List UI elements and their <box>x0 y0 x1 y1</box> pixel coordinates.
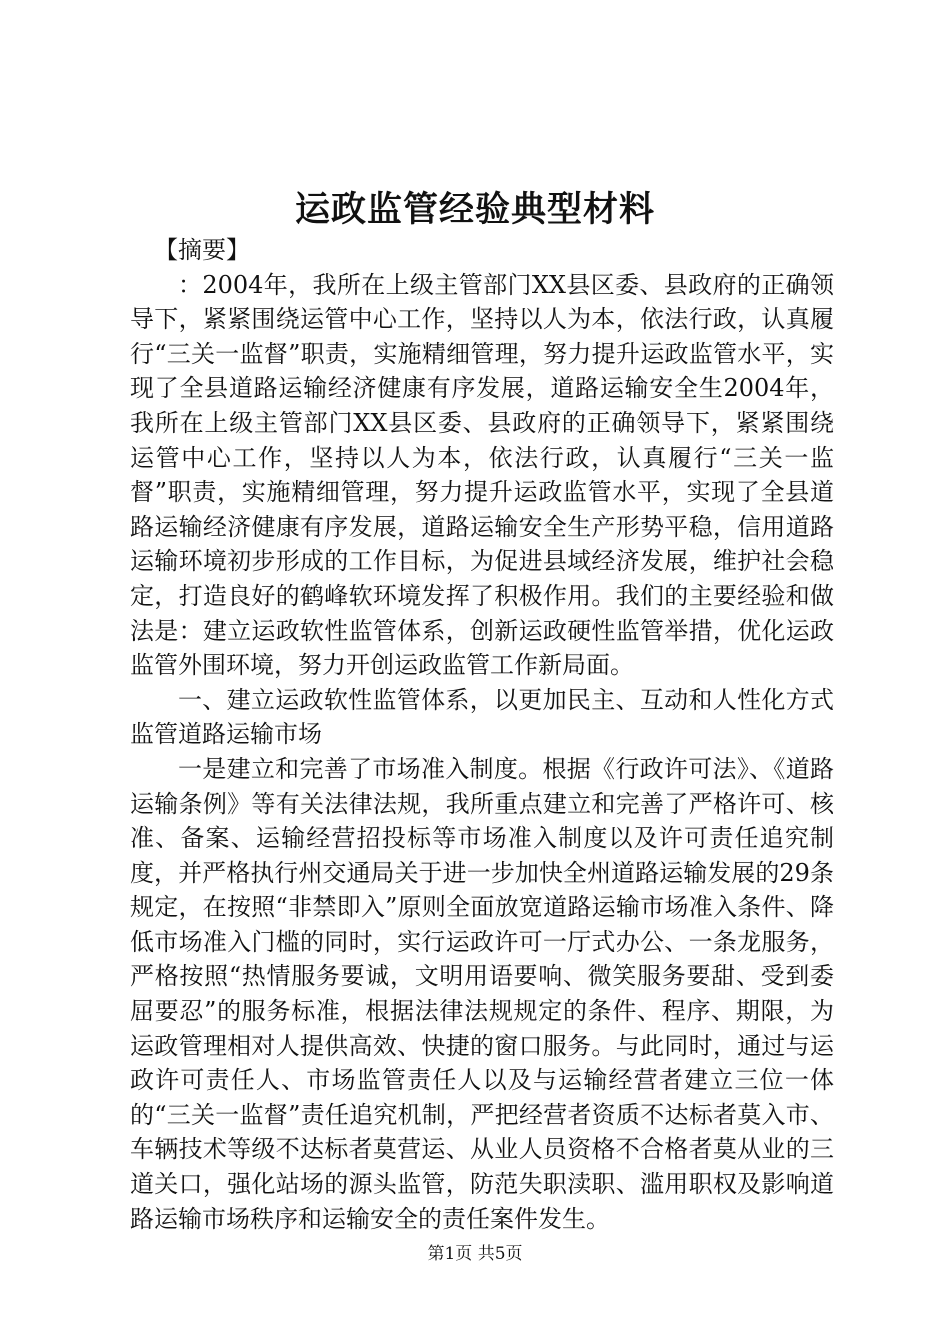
document-body <box>130 233 834 1236</box>
document-title: 运政监管经验典型材料 <box>294 189 655 230</box>
section-heading-1: 一、建立运政软性监管体系，以更加民主、互动和人性化方式监管道路运输市场 <box>130 685 834 749</box>
body-paragraph: 一是建立和完善了市场准入制度。根据《行政许可法》、《道路运输条例》等有关法律法规，我所重点建立和完善了严格许可、核准、备案、运输经营招投标等市场准入制度以及许可责任追究制度，并严格执行州交通局关于进一步加快全州道路运输发展的29条规定，在按照“非禁即入”原则全面放宽道路运输市场准入条件、降低市场准入门槛的同时，实行运政许可一厅式办公、一条龙服务，严格按照“热情服务要诚，文明用语要响、微笑服务要甜、受到委屈要忍”的服务标准，根据法律法规规定的条件、程序、期限，为运政管理相对人提供高效、快捷的窗口服务。与此同时，通过与运政许可责任人、市场监管责任人以及与运输经营者建立三位一体的“三关一监督”责任追究机制，严把经营者资质不达标者莫入市、车辆技术等级不达标者莫营运、从业人员资格不合格者莫从业的三道关口，强化站场的源头监管，防范失职渎职、滥用职权及影响道路运输市场秩序和运输安全的责任案件发生。 <box>130 754 834 1233</box>
page-footer: 第1页 共5页 <box>427 1244 523 1264</box>
summary-paragraph: ：2004年，我所在上级主管部门XX县区委、县政府的正确领导下，紧紧围绕运管中心工作，坚持以人为本，依法行政，认真履行“三关一监督”职责，实施精细管理，努力提升运政监管水平，实现了全县道路运输经济健康有序发展，道路运输安全生2004年，我所在上级主管部门XX县区委、县政府的正确领导下，紧紧围绕运管中心工作，坚持以人为本，依法行政，认真履行“三关一监督”职责，实施精细管理，努力提升运政监管水平，实现了全县道路运输经济健康有序发展，道路运输安全生产形势平稳，信用道路运输环境初步形成的工作目标，为促进县域经济发展，维护社会稳定，打造良好的鹤峰软环境发挥了积极作用。我们的主要经验和做法是：建立运政软性监管体系，创新运政硬性监管举措，优化运政监管外围环境，努力开创运政监管工作新局面。 <box>130 270 834 680</box>
summary-label: 【摘要】 <box>154 236 250 264</box>
